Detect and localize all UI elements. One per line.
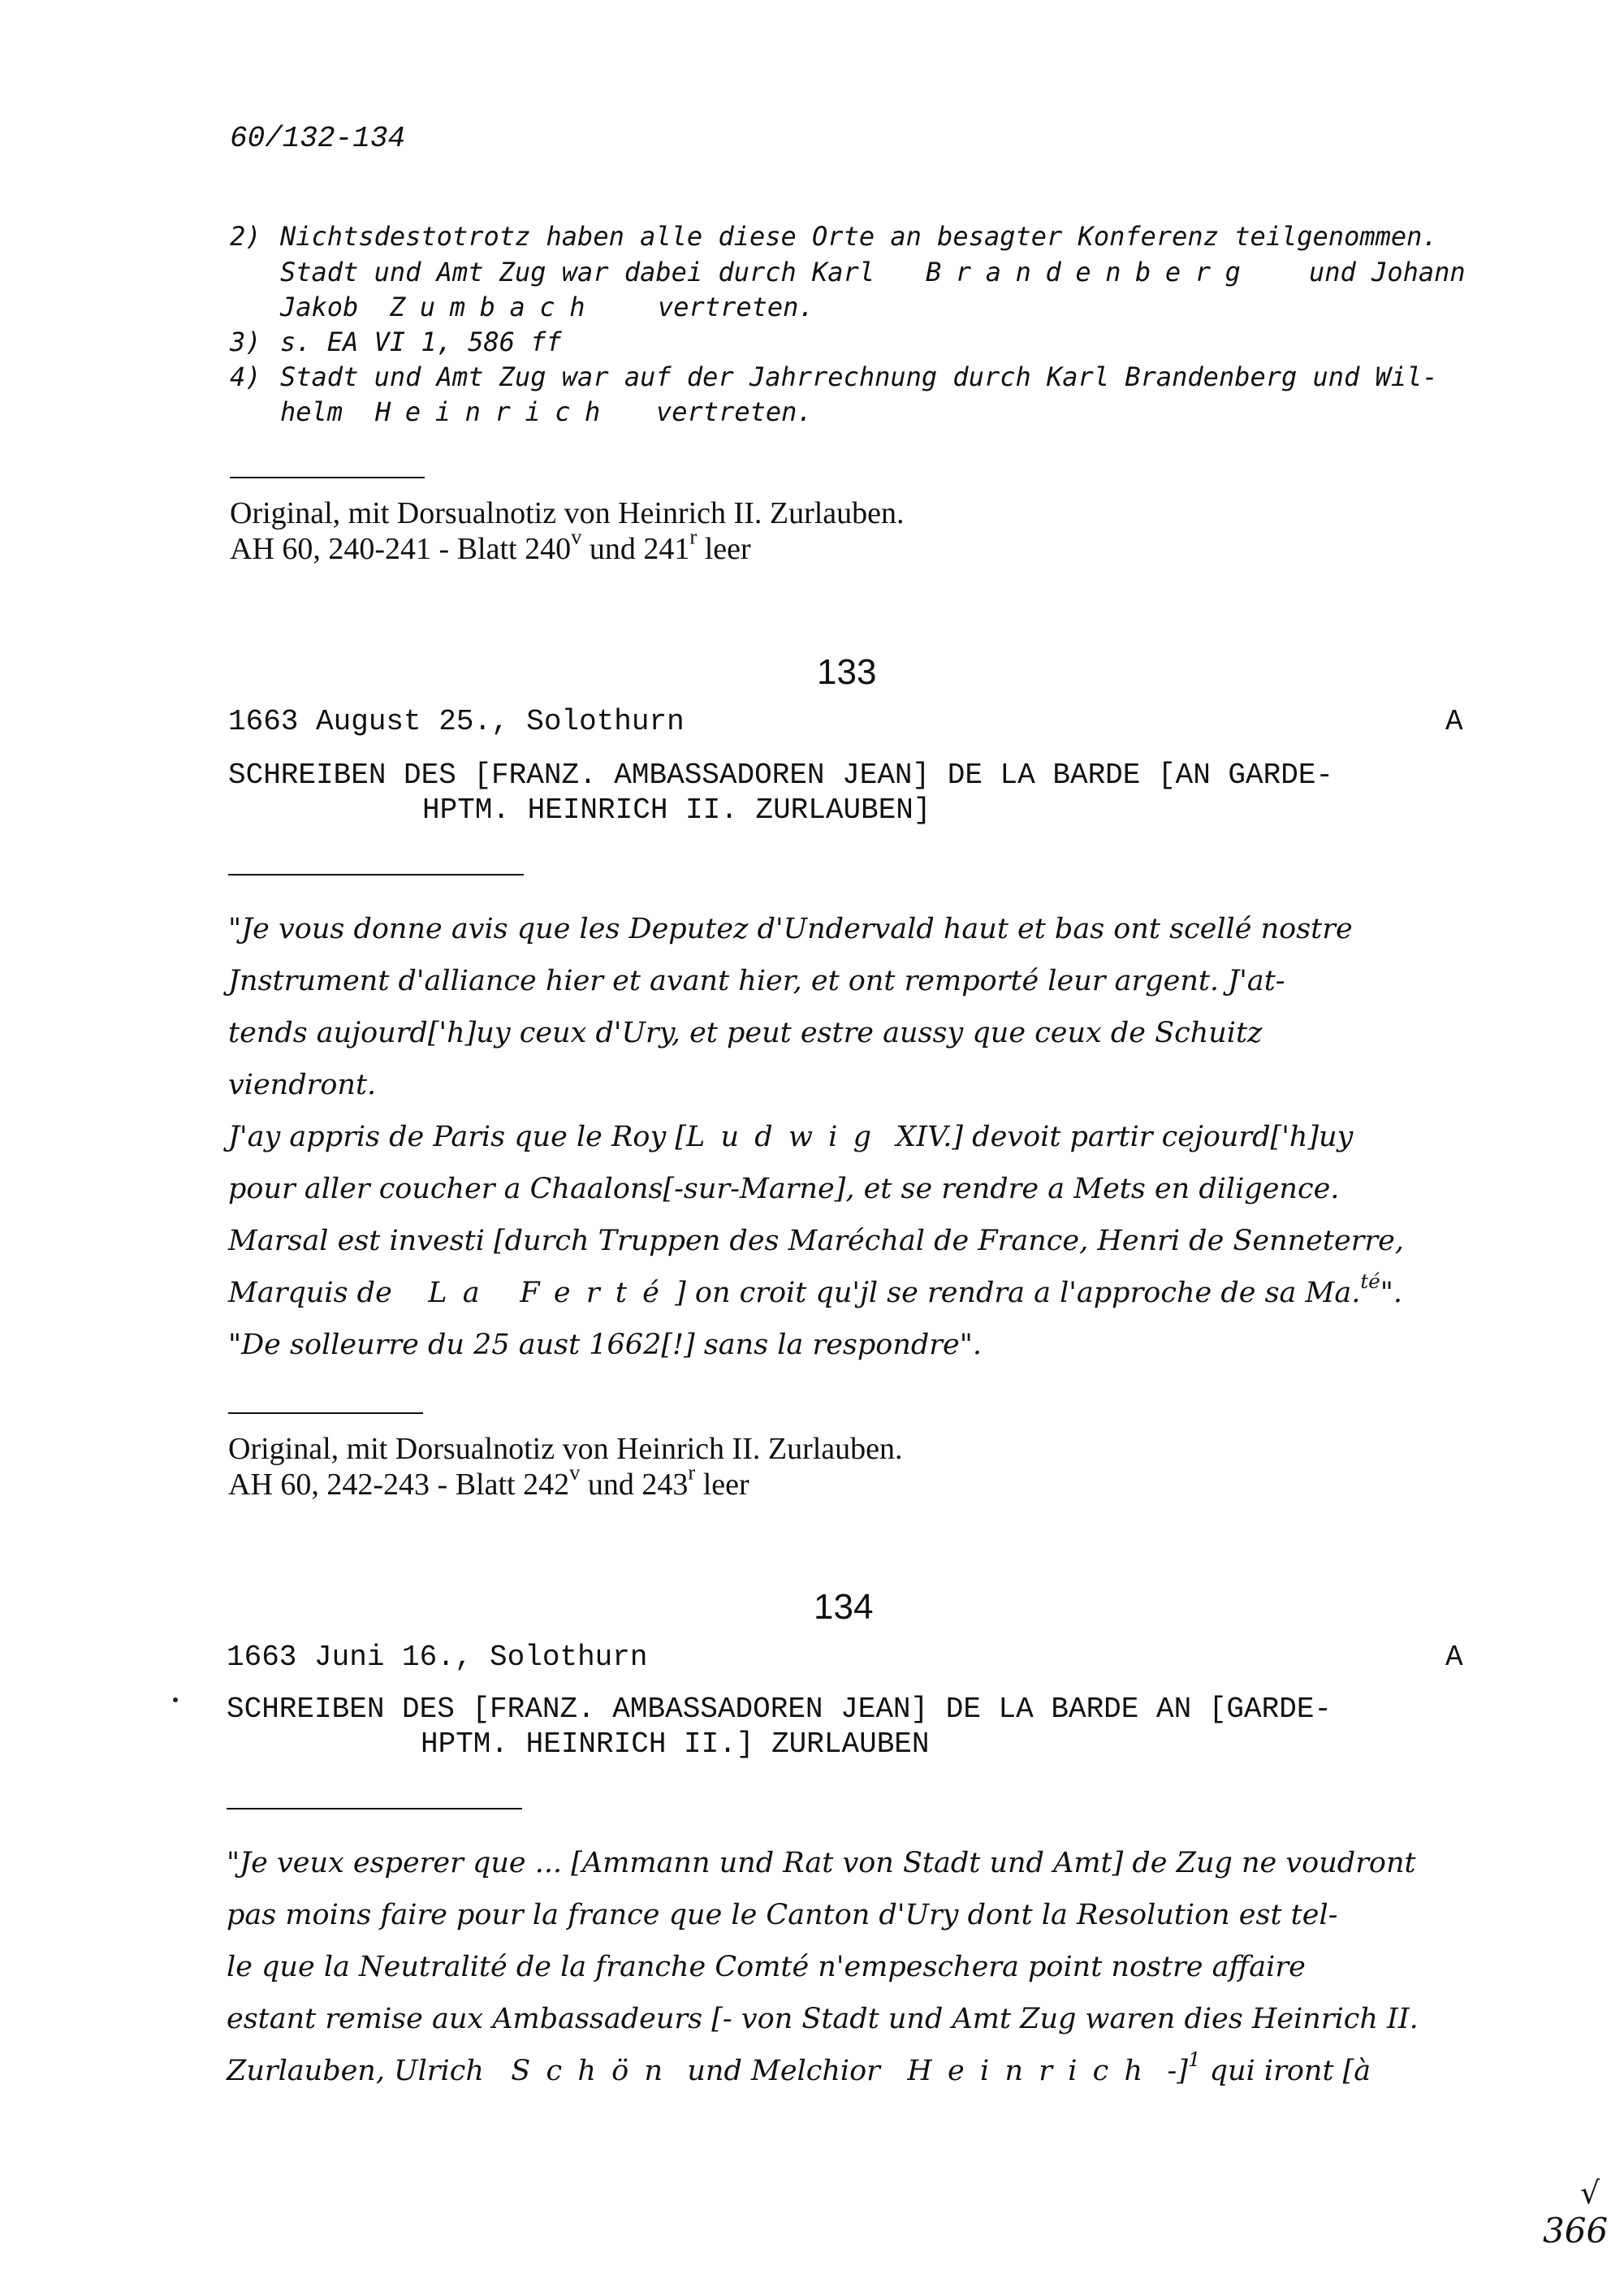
footnote-2-line-1: Nichtsdestotrotz haben alle diese Orte an besagter Konferenz teilgenommen. bbox=[280, 221, 1438, 252]
spaced-name: Heinrich bbox=[907, 2055, 1159, 2087]
doc133-text-line-8 bbox=[228, 1267, 1402, 1319]
footnote-2-line-2c: und Johann bbox=[1309, 257, 1466, 288]
text-run: ". bbox=[1380, 1277, 1402, 1309]
recto-mark: r bbox=[688, 1459, 696, 1485]
doc133-date-place: 1663 August 25., Solothurn bbox=[228, 705, 685, 738]
doc133-text-line-1: "Je vous donne avis que les Deputez d'Undervald haut et bas ont scellé nostre bbox=[228, 913, 1353, 945]
doc133-text-line-3: tends aujourd['h]uy ceux d'Ury, et peut estre aussy que ceux de Schuitz bbox=[228, 1017, 1263, 1049]
doc134-text-line-3: le que la Neutralité de la franche Comté n'empeschera point nostre affaire bbox=[227, 1951, 1306, 1983]
footnote-3-marker: 3) bbox=[230, 326, 261, 357]
text-run: Zurlauben, Ulrich bbox=[227, 2055, 484, 2087]
divider bbox=[228, 874, 524, 876]
handwritten-page-number: 366 bbox=[1543, 2211, 1609, 2251]
spaced-name: Ludwig bbox=[686, 1121, 888, 1153]
text-run: XIV.] devoit partir cejourd['h]uy bbox=[887, 1121, 1354, 1153]
doc134-date-place: 1663 Juni 16., Solothurn bbox=[227, 1641, 648, 1674]
doc133-dating-line: "De solleurre du 25 aust 1662[!] sans la respondre". bbox=[228, 1329, 982, 1361]
doc133-text-line-2: Jnstrument d'alliance hier et avant hier, et ont remporté leur argent. J'at- bbox=[228, 965, 1285, 997]
footnote-4-line-2a: helm bbox=[280, 396, 343, 427]
doc133-text-line-6: pour aller coucher a Chaalons[-sur-Marne], et se rendre a Mets en diligence. bbox=[228, 1173, 1340, 1205]
footnote-4-line-1: Stadt und Amt Zug war auf der Jahrrechnung durch Karl Brandenberg und Wil- bbox=[280, 361, 1438, 392]
footnote-4-line-2c: vertreten. bbox=[656, 396, 813, 427]
source-note-text: AH 60, 242-243 - Blatt 242 bbox=[228, 1468, 570, 1502]
doc133-text-line-4: viendront. bbox=[228, 1069, 377, 1101]
doc133-title-line-2: HPTM. HEINRICH II. ZURLAUBEN] bbox=[422, 793, 931, 827]
footnote-2-line-3c: vertreten. bbox=[658, 292, 814, 322]
handwritten-check-mark: √ bbox=[1580, 2175, 1600, 2211]
footnote-2-marker: 2) bbox=[230, 221, 261, 252]
divider bbox=[230, 477, 425, 478]
text-run: J'ay appris de Paris que le Roy [ bbox=[228, 1121, 686, 1153]
doc133-text-line-5 bbox=[228, 1111, 1353, 1163]
doc134-title-line-2: HPTM. HEINRICH II.] ZURLAUBEN bbox=[421, 1727, 930, 1761]
footnote-2-line-2a: Stadt und Amt Zug war dabei durch Karl bbox=[280, 257, 875, 288]
source-note-text: leer bbox=[697, 532, 751, 566]
doc133-source-line-1: Original, mit Dorsualnotiz von Heinrich II. Zurlauben. bbox=[228, 1432, 903, 1466]
doc134-title-line-1: SCHREIBEN DES [FRANZ. AMBASSADOREN JEAN] DE LA BARDE AN [GARDE- bbox=[227, 1693, 1332, 1726]
document-number-134: 134 bbox=[814, 1587, 874, 1627]
footnote-3-text: s. EA VI 1, 586 ff bbox=[280, 326, 562, 357]
page-reference: 60/132-134 bbox=[230, 122, 406, 155]
source-note-line-2 bbox=[230, 524, 751, 567]
text-run: qui iront [à bbox=[1200, 2055, 1371, 2087]
doc134-text-line-1: "Je veux esperer que ... [Ammann und Rat von Stadt und Amt] de Zug ne voudront bbox=[227, 1847, 1416, 1879]
doc134-text-line-4: estant remise aux Ambassadeurs [- von Stadt und Amt Zug waren dies Heinrich II. bbox=[227, 2003, 1419, 2035]
doc133-source-line-2 bbox=[228, 1459, 749, 1503]
doc134-text-line-2: pas moins faire pour la france que le Canton d'Ury dont la Resolution est tel- bbox=[227, 1899, 1338, 1931]
divider bbox=[227, 1808, 522, 1810]
source-note-text: und 243 bbox=[580, 1468, 689, 1502]
doc134-type: A bbox=[1445, 1641, 1463, 1674]
source-note-line-1: Original, mit Dorsualnotiz von Heinrich II. Zurlauben. bbox=[230, 496, 905, 530]
footnote-2-line-3a: Jakob bbox=[280, 292, 359, 322]
doc133-text-line-7: Marsal est investi [durch Truppen des Maréchal de France, Henri de Senneterre, bbox=[228, 1225, 1404, 1257]
doc134-text-line-5 bbox=[227, 2045, 1371, 2097]
recto-mark: r bbox=[689, 524, 698, 549]
source-note-text: AH 60, 240-241 - Blatt 240 bbox=[230, 532, 572, 566]
footnote-marker: 1 bbox=[1187, 2047, 1201, 2071]
superscript: té bbox=[1360, 1269, 1380, 1293]
spaced-name: La Ferté bbox=[428, 1277, 676, 1309]
text-run: und Melchior bbox=[687, 2055, 880, 2087]
footnote-2-line-3b: Zumbach bbox=[390, 292, 600, 322]
document-number-133: 133 bbox=[817, 652, 877, 692]
footnote-4-line-2b: Heinrich bbox=[375, 396, 615, 427]
footnote-4-marker: 4) bbox=[230, 361, 261, 392]
verso-mark: v bbox=[569, 1459, 581, 1485]
verso-mark: v bbox=[571, 524, 582, 549]
text-run: ] on croit qu'jl se rendra a l'approche de sa Ma. bbox=[675, 1277, 1361, 1309]
footnote-2-line-2b: Brandenberg bbox=[926, 257, 1255, 288]
doc133-title-line-1: SCHREIBEN DES [FRANZ. AMBASSADOREN JEAN] DE LA BARDE [AN GARDE- bbox=[228, 759, 1334, 792]
spaced-name: Schön bbox=[511, 2055, 679, 2087]
text-run: Marquis de bbox=[228, 1277, 392, 1309]
margin-dot bbox=[173, 1697, 178, 1702]
doc133-type: A bbox=[1445, 705, 1463, 738]
source-note-text: leer bbox=[695, 1468, 749, 1502]
source-note-text: und 241 bbox=[581, 532, 690, 566]
divider bbox=[228, 1412, 423, 1414]
text-run: -] bbox=[1158, 2055, 1188, 2087]
